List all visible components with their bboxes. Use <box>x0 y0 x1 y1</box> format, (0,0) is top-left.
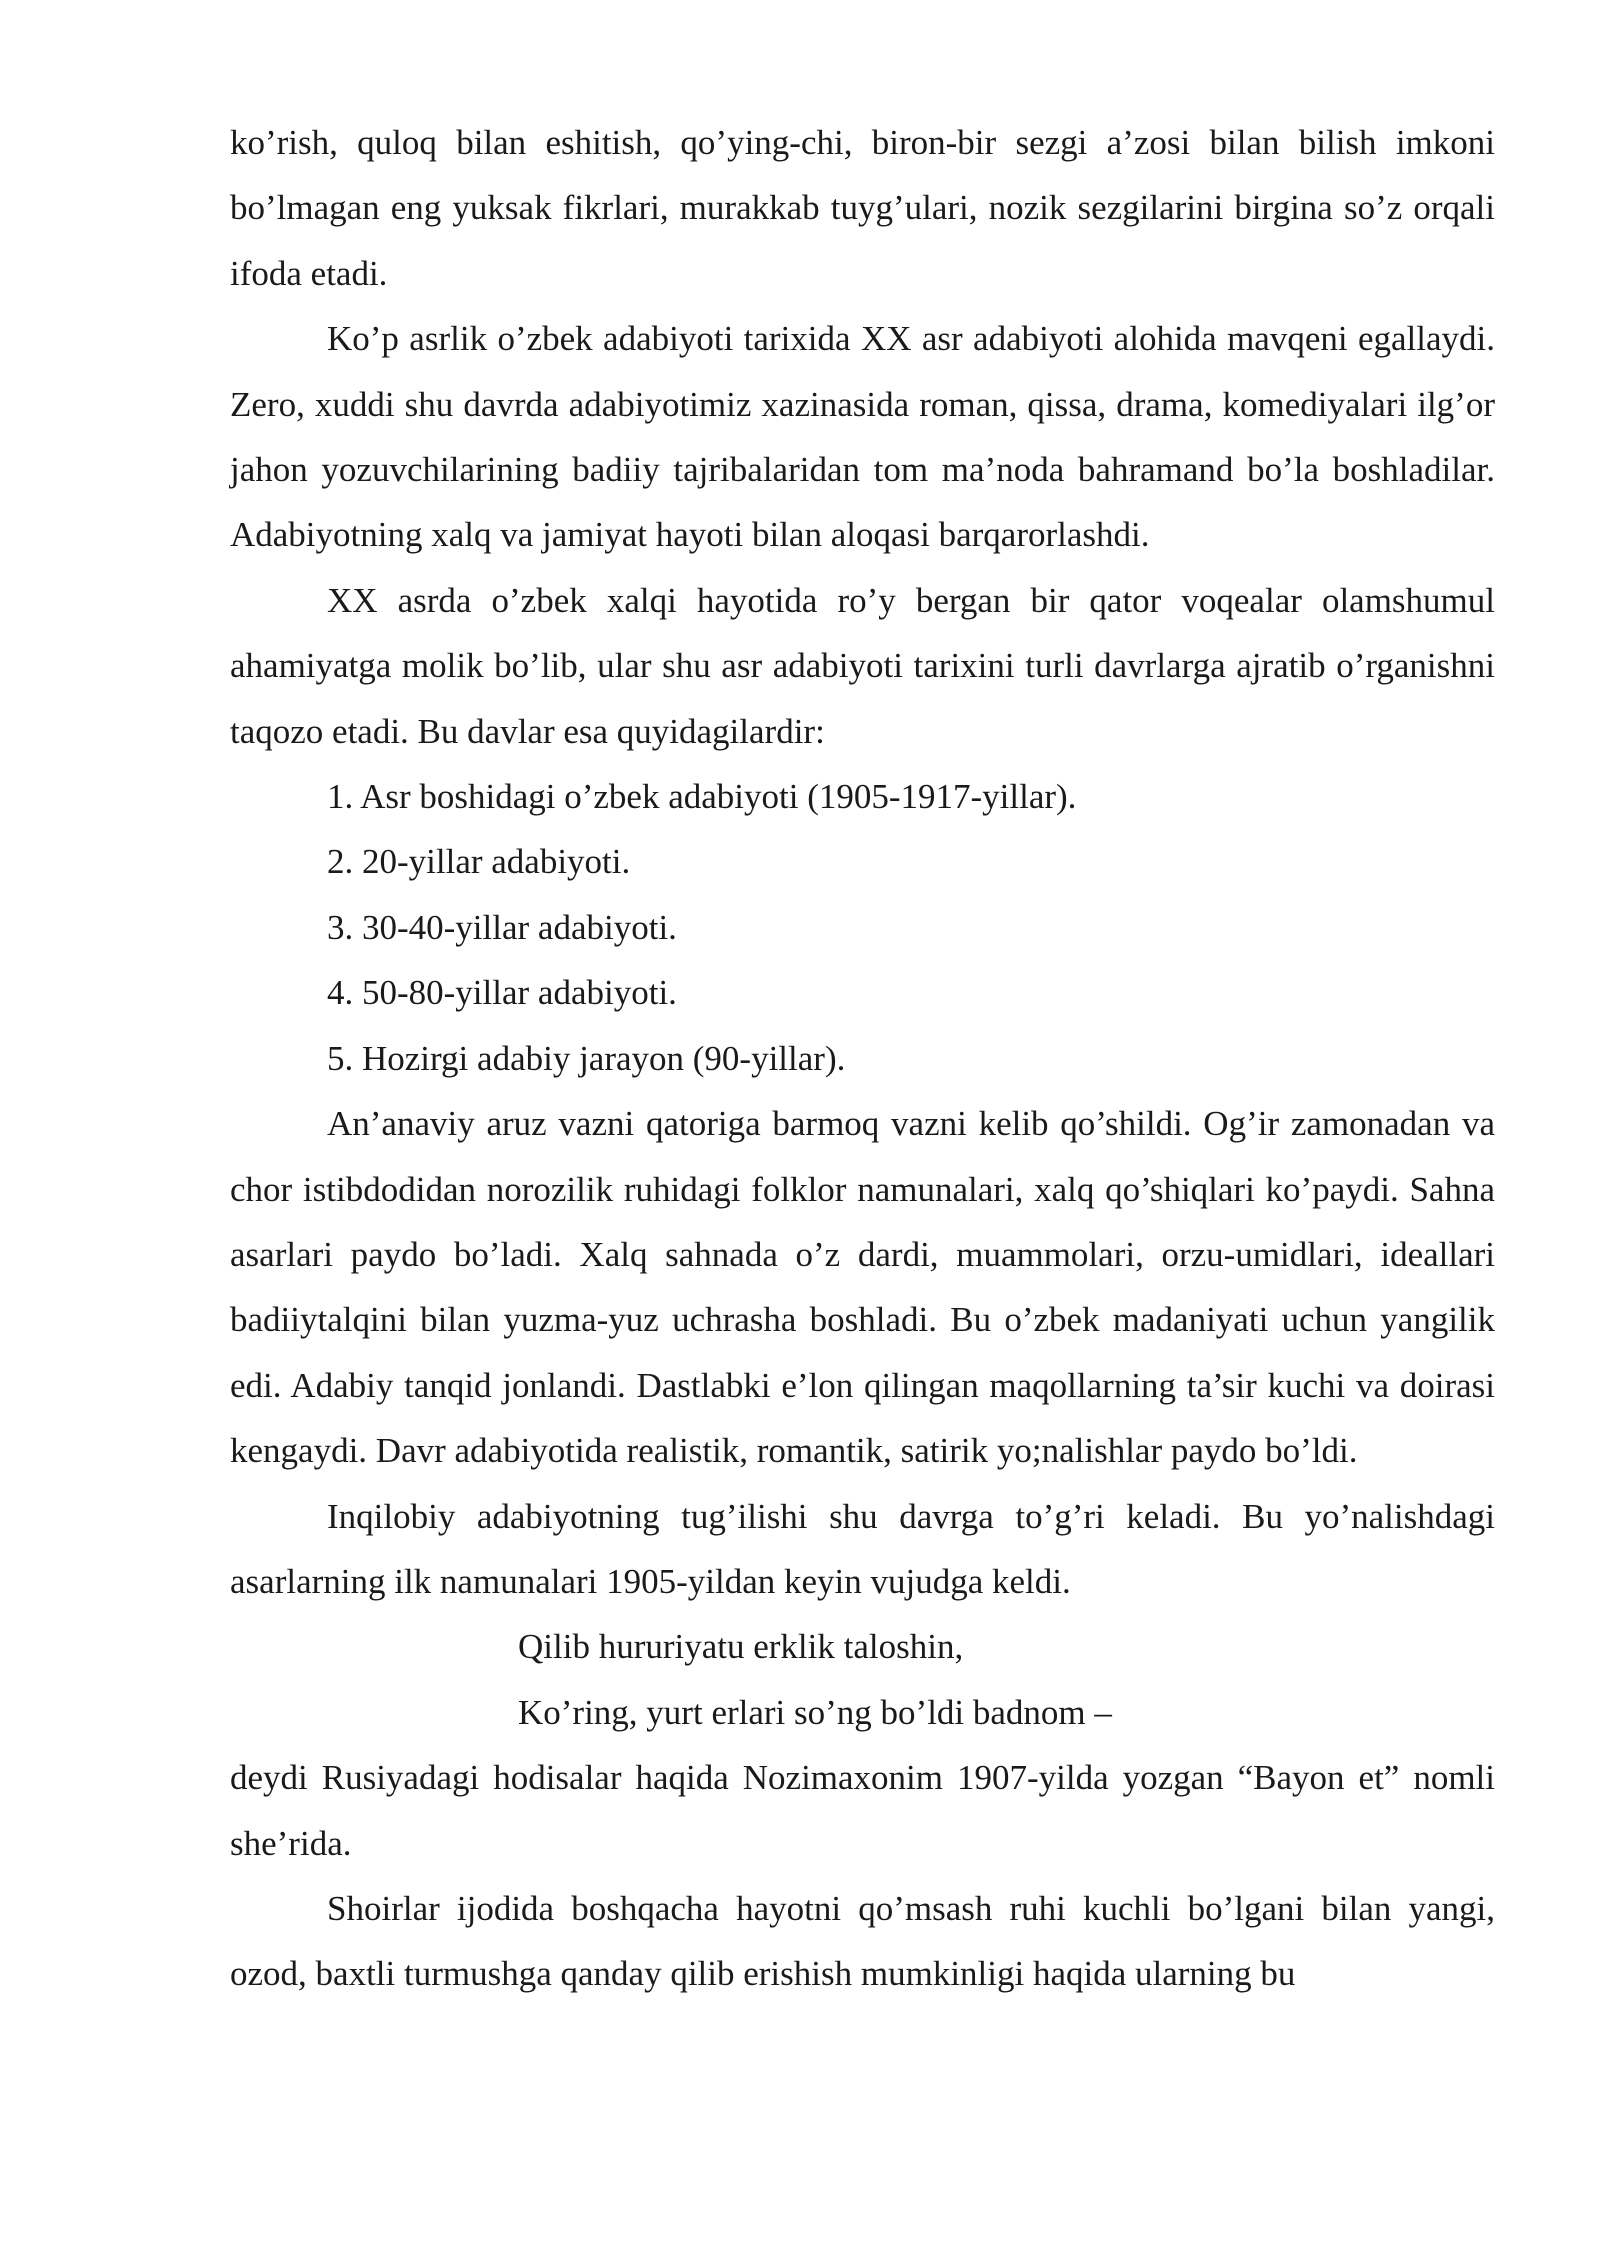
paragraph-poets: Shoirlar ijodida boshqacha hayotni qo’msash ruhi kuchli bo’lgani bilan yangi, ozod, baxtli turmushga qanday qilib erishish mumkinligi haqida ularning bu <box>230 1888 1495 1994</box>
periods-list <box>230 764 1495 1091</box>
list-item: 3. 30-40-yillar adabiyoti. <box>327 907 677 947</box>
paragraph-xx-century: Ko’p asrlik o’zbek adabiyoti tarixida XX asr adabiyoti alohida mavqeni egallaydi. Zero, xuddi shu davrda adabiyotimiz xazinasida roman, qissa, drama, komediyalari ilg’or jahon yozuvchilarining badiiy tajribalaridan tom ma’noda bahramand bo’la boshladilar. Adabiyotning xalq va jamiyat hayoti bilan aloqasi barqarorlashdi. <box>230 319 1495 555</box>
list-item: 5. Hozirgi adabiy jarayon (90-yillar). <box>327 1038 846 1078</box>
paragraph-aruz-barmoq: An’anaviy aruz vazni qatoriga barmoq vazni kelib qo’shildi. Og’ir zamonadan va chor istibdodidan norozilik ruhidagi folklor namunalari, xalq qo’shiqlari ko’paydi. Sahna asarlari paydo bo’ladi. Xalq sahnada o’z dardi, muammolari, orzu-umidlari, ideallari badiiytalqini bilan yuzma-yuz uchrasha boshladi. Bu o’zbek madaniyati uchun yangilik edi. Adabiy tanqid jonlandi. Dastlabki e’lon qilingan maqollarning ta’sir kuchi va doirasi kengaydi. Davr adabiyotida realistik, romantik, satirik yo;nalishlar paydo bo’ldi. <box>230 1104 1495 1471</box>
paragraph-verse-attribution: deydi Rusiyadagi hodisalar haqida Nozimaxonim 1907-yilda yozgan “Bayon et” nomli she’rida. <box>230 1758 1495 1863</box>
list-item: 1. Asr boshidagi o’zbek adabiyoti (1905-1917-yillar). <box>327 777 1077 817</box>
document-page <box>230 110 1495 2007</box>
paragraph-periods-intro: XX asrda o’zbek xalqi hayotida ro’y bergan bir qator voqealar olamshumul ahamiyatga molik bo’lib, ular shu asr adabiyoti tarixini turli davrlarga ajratib o’rganishni taqozo etadi. Bu davlar esa quyidagilardir: <box>230 580 1495 751</box>
paragraph-revolutionary-literature: Inqilobiy adabiyotning tug’ilishi shu davrga to’g’ri keladi. Bu yo’nalishdagi asarlarning ilk namunalari 1905-yildan keyin vujudga keldi. <box>230 1496 1495 1601</box>
paragraph-continued: ko’rish, quloq bilan eshitish, qo’ying-chi, biron-bir sezgi a’zosi bilan bilish imkoni bo’lmagan eng yuksak fikrlari, murakkab tuyg’ulari, nozik sezgilarini birgina so’z orqali ifoda etadi. <box>230 123 1495 293</box>
verse-line: Qilib hururiyatu erklik taloshin, <box>518 1627 964 1667</box>
list-item: 4. 50-80-yillar adabiyoti. <box>327 973 677 1013</box>
verse-quote <box>230 1614 1495 1745</box>
verse-line: Ko’ring, yurt erlari so’ng bo’ldi badnom – <box>518 1692 1112 1732</box>
list-item: 2. 20-yillar adabiyoti. <box>327 842 631 882</box>
